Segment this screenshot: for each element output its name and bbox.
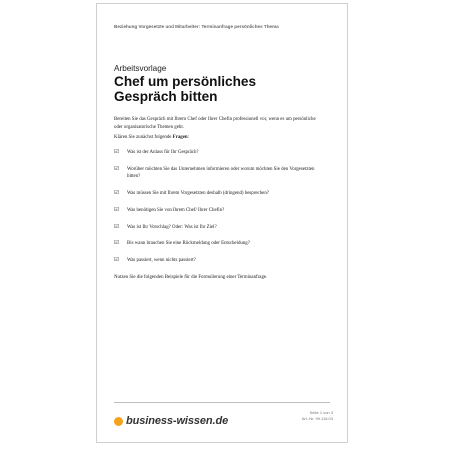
lead-bold: Fragen — [172, 135, 188, 141]
closing-paragraph: Nutzen Sie die folgenden Beispiele für die Formulierung einer Terminanfrage. — [114, 274, 268, 280]
document-header: Beziehung Vorgesetzte und Mitarbeiter: Terminanfrage persönliches Thema — [114, 24, 279, 29]
question-text: Was ist Ihr Vorschlag? Oder: Was ist Ihr Ziel? — [127, 224, 217, 230]
question-item — [114, 149, 324, 157]
question-list — [114, 149, 324, 265]
intro-paragraph: Bereiten Sie das Gespräch mit Ihrem Chef oder Ihrer Chefin professionell vor, wenn es um persönliche oder organisatorische Themen geht. — [114, 117, 316, 130]
question-text: Worüber möchten Sie das Unternehmen informieren oder worum möchten Sie den Vorgesetzten bitten? — [127, 166, 315, 180]
logo-dot-icon — [114, 417, 123, 426]
question-item — [114, 240, 324, 248]
checkbox-icon: ☑ — [114, 148, 120, 155]
checkbox-icon: ☑ — [114, 165, 120, 172]
lead-suffix: : — [187, 135, 189, 141]
logo-text: business-wissen.de — [126, 415, 229, 427]
article-number: Art.-Nr. 99.116.03 — [301, 416, 333, 421]
document-page — [96, 3, 348, 443]
brand-logo — [114, 415, 228, 427]
question-text: Was ist der Anlass für Ihr Gespräch? — [127, 149, 199, 155]
lead-prefix: Klären Sie zunächst folgende — [114, 135, 173, 141]
footer-divider — [114, 402, 330, 403]
question-text: Bis wann brauchen Sie eine Rückmeldung oder Entscheidung? — [127, 241, 250, 247]
question-item — [114, 166, 324, 181]
question-text: Was müssen Sie mit Ihrem Vorgesetzten deshalb (dringend) besprechen? — [127, 190, 269, 196]
question-text: Was benötigen Sie von Ihrem Chef/ Ihrer Chefin? — [127, 207, 225, 213]
question-item — [114, 257, 324, 265]
question-item — [114, 224, 324, 232]
checkbox-icon: ☑ — [114, 257, 120, 264]
question-text: Was passiert, wenn nichts passiert? — [127, 258, 196, 264]
question-item — [114, 190, 324, 198]
question-item — [114, 207, 324, 215]
document-title: Chef um persönliches Gespräch bitten — [114, 74, 257, 104]
page-number: Seite 1 von 3 — [309, 410, 333, 415]
lead-paragraph — [114, 134, 324, 142]
document-body — [114, 116, 324, 281]
document-kicker: Arbeitsvorlage — [114, 64, 167, 73]
checkbox-icon: ☑ — [114, 189, 120, 196]
page-info — [302, 410, 333, 422]
checkbox-icon: ☑ — [114, 240, 120, 247]
checkbox-icon: ☑ — [114, 206, 120, 213]
checkbox-icon: ☑ — [114, 223, 120, 230]
